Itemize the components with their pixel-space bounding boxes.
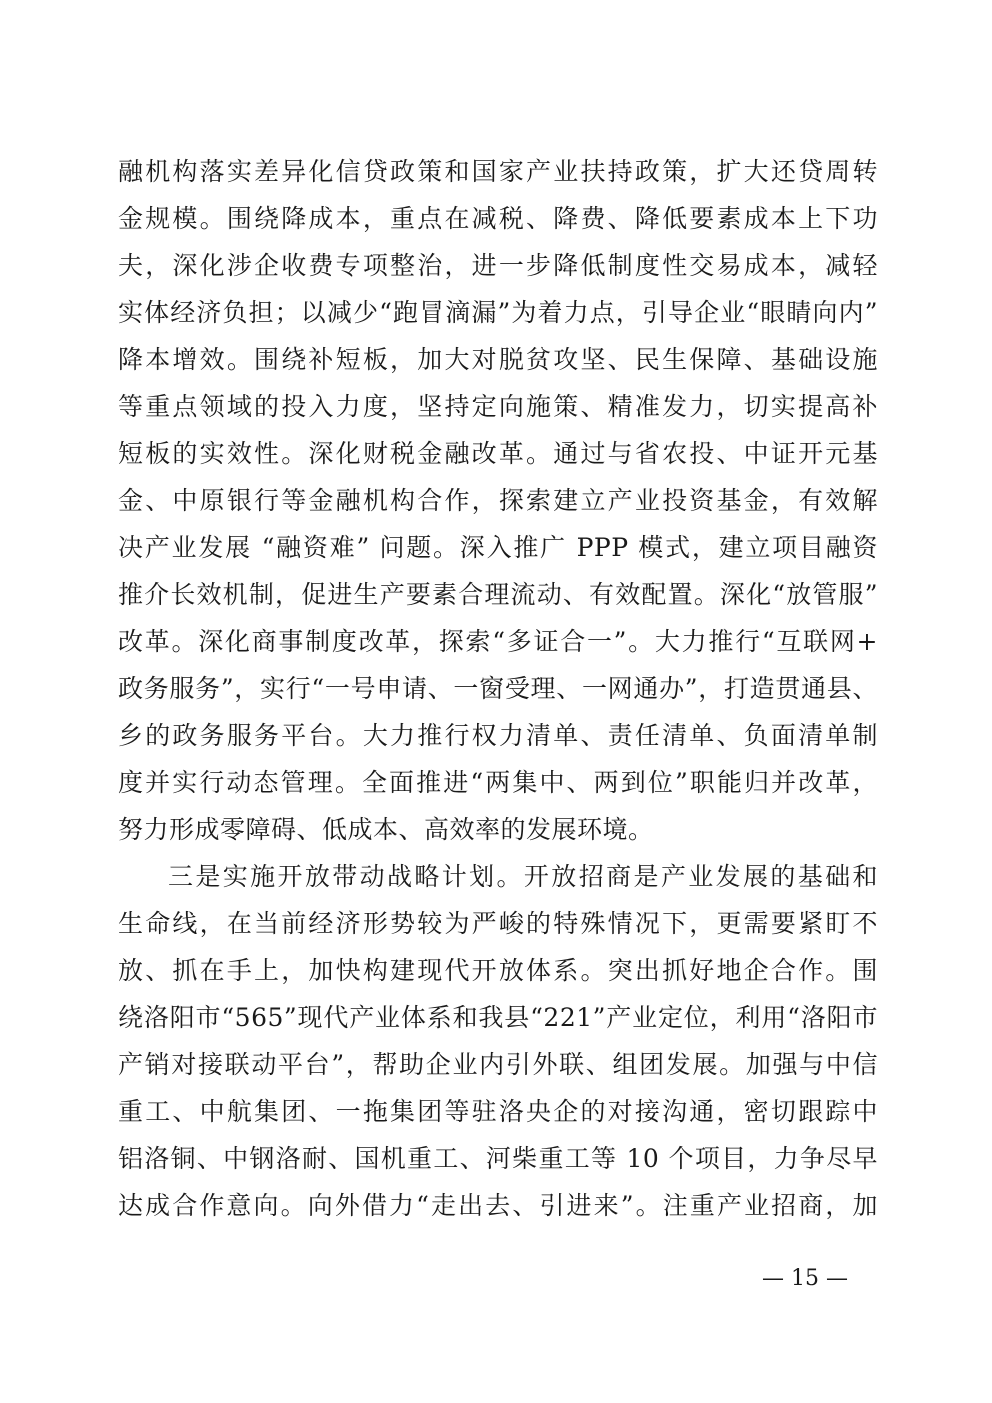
- text-line: 产销对接联动平台”，帮助企业内引外联、组团发展。加强与中信: [118, 1050, 878, 1079]
- text-line: 度并实行动态管理。全面推进“两集中、两到位”职能归并改革，: [118, 768, 878, 797]
- paragraph-start-line: 三是实施开放带动战略计划。开放招商是产业发展的基础和: [168, 862, 878, 891]
- text-line: 实体经济负担；以减少“跑冒滴漏”为着力点，引导企业“眼睛向内”: [118, 298, 878, 327]
- page-number: — 15 —: [762, 1266, 848, 1291]
- text-line: 改革。深化商事制度改革，探索“多证合一”。大力推行“互联网+: [118, 627, 878, 656]
- text-line: 夫，深化涉企收费专项整治，进一步降低制度性交易成本，减轻: [118, 251, 878, 280]
- text-line: 金、中原银行等金融机构合作，探索建立产业投资基金，有效解: [118, 486, 878, 515]
- text-line: 等重点领域的投入力度，坚持定向施策、精准发力，切实提高补: [118, 392, 878, 421]
- text-line: 铝洛铜、中钢洛耐、国机重工、河柴重工等 10 个项目，力争尽早: [118, 1144, 878, 1173]
- text-line: 决产业发展 “融资难” 问题。深入推广 PPP 模式，建立项目融资: [118, 533, 878, 562]
- text-line: 生命线，在当前经济形势较为严峻的特殊情况下，更需要紧盯不: [118, 909, 878, 938]
- text-line: 重工、中航集团、一拖集团等驻洛央企的对接沟通，密切跟踪中: [118, 1097, 878, 1126]
- text-line: 降本增效。围绕补短板，加大对脱贫攻坚、民生保障、基础设施: [118, 345, 878, 374]
- text-line: 乡的政务服务平台。大力推行权力清单、责任清单、负面清单制: [118, 721, 878, 750]
- text-line: 推介长效机制，促进生产要素合理流动、有效配置。深化“放管服”: [118, 580, 878, 609]
- text-line: 金规模。围绕降成本，重点在减税、降费、降低要素成本上下功: [118, 204, 878, 233]
- text-line: 政务服务”，实行“一号申请、一窗受理、一网通办”，打造贯通县、: [118, 674, 878, 703]
- paragraph-end-line: 努力形成零障碍、低成本、高效率的发展环境。: [118, 815, 654, 844]
- body-text: [118, 148, 878, 1229]
- text-line: 达成合作意向。向外借力“走出去、引进来”。注重产业招商，加: [118, 1191, 878, 1220]
- text-line: 短板的实效性。深化财税金融改革。通过与省农投、中证开元基: [118, 439, 878, 468]
- text-line: 放、抓在手上，加快构建现代开放体系。突出抓好地企合作。围: [118, 956, 878, 985]
- text-line: 绕洛阳市“565”现代产业体系和我县“221”产业定位，利用“洛阳市: [118, 1003, 878, 1032]
- text-line: 融机构落实差异化信贷政策和国家产业扶持政策，扩大还贷周转: [118, 157, 878, 186]
